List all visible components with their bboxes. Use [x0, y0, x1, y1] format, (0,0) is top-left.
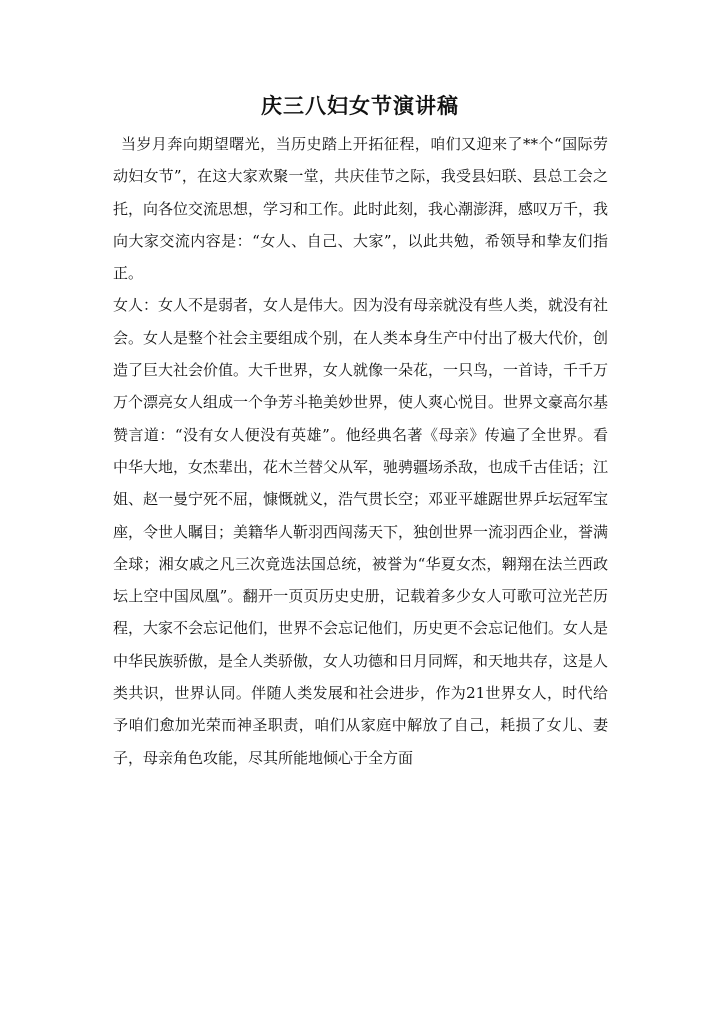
document-title: 庆三八妇女节演讲稿 [261, 93, 459, 118]
intro-paragraph: 当岁月奔向期望曙光，当历史踏上开拓征程，咱们又迎来了**个“国际劳动妇女节”，在这大家欢聚一堂，共庆佳节之际，我受县妇联、县总工会之托，向各位交流思想，学习和工作。此时此刻，我心潮澎湃，感叹万千，我向大家交流内容是：“女人、自己、大家”，以此共勉，希领导和挚友们指正。 [113, 135, 609, 283]
document-body [113, 128, 608, 774]
women-paragraph: 女人：女人不是弱者，女人是伟大。因为没有母亲就没有些人类，就没有社会。女人是整个社会主要组成个别，在人类本身生产中付出了极大代价，创造了巨大社会价值。大千世界，女人就像一朵花，一只鸟，一首诗，千千万万个漂亮女人组成一个争芳斗艳美妙世界，使人爽心悦目。世界文豪高尔基赞言道：“没有女人便没有英雄”。他经典名著《母亲》传遍了全世界。看中华大地，女杰辈出，花木兰替父从军，驰骋疆场杀敌，也成千古佳话；江姐、赵一曼宁死不屈，慷慨就义，浩气贯长空；邓亚平雄踞世界乒坛冠军宝座，令世人瞩目；美籍华人靳羽西闯荡天下，独创世界一流羽西企业，誉满全球；湘女戚之凡三次竟选法国总统，被誉为“华夏女杰，翱翔在法兰西政坛上空中国凤凰”。翻开一页页历史史册，记载着多少女人可歌可泣光芒历程，大家不会忘记他们，世界不会忘记他们，历史更不会忘记他们。女人是中华民族骄傲，是全人类骄傲，女人功德和日月同辉，和天地共存，这是人类共识，世界认同。伴随人类发展和社会进步，作为21世界女人，时代给予咱们愈加光荣而神圣职责，咱们从家庭中解放了自己，耗损了女儿、妻子，母亲角色攻能，尽其所能地倾心于全方面 [113, 296, 609, 767]
